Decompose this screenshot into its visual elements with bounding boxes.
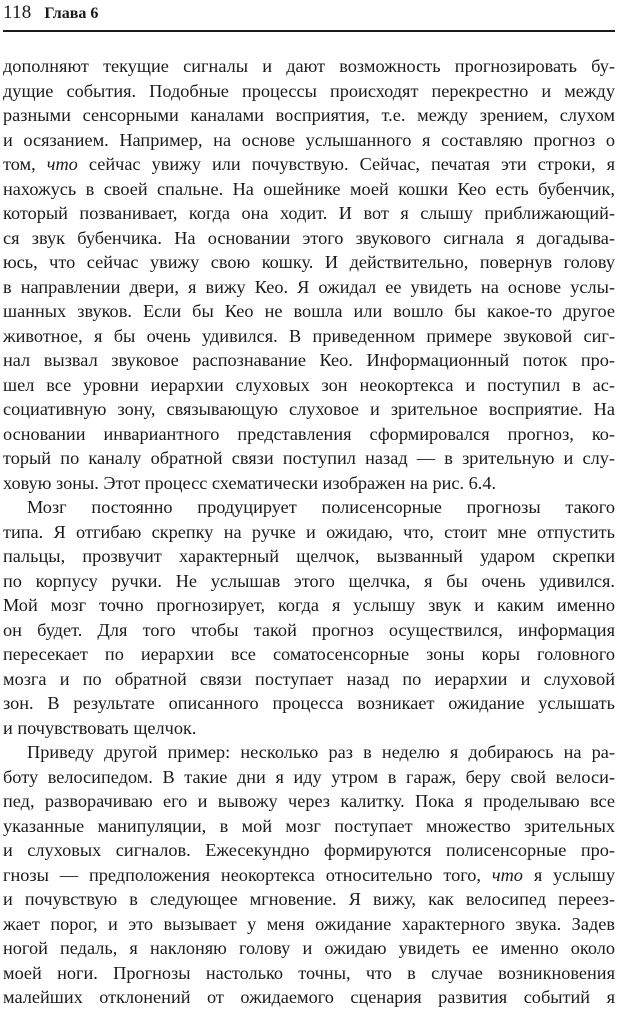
- paragraph: [3, 495, 615, 740]
- text-line: по корпусу ручки. Не услышав этого щелчка, я бы очень удивился.: [3, 570, 615, 591]
- text-line: жает порог, и это вызывает у меня ожидание характерного звука. Задев: [3, 913, 615, 934]
- paragraph: [3, 54, 615, 495]
- text-line: юсь, что сейчас увижу свою кошку. И действительно, повернув голову: [3, 252, 615, 272]
- text-line: и почувствовать щелчок.: [3, 717, 197, 738]
- text-line: нахожусь в своей спальне. На ошейнике моей кошки Кео есть бубенчик,: [3, 178, 615, 199]
- text-line: дополняют текущие сигналы и дают возможность прогнозировать бу-: [3, 56, 615, 76]
- text-line: мозга и по обратной связи поступает назад по иерархии и слуховой: [3, 668, 615, 689]
- text-line: пед, разворачиваю его и вывожу через калитку. Пока я проделываю все: [3, 791, 615, 811]
- text-line: пересекает по иерархии все соматосенсорные зоны коры головного: [3, 644, 615, 664]
- text-line: социативную зону, связывающую слуховое и зрительное восприятие. На: [3, 399, 615, 419]
- text-line: разными сенсорными каналами восприятия, т.е. между зрением, слухом: [3, 105, 615, 125]
- text-line: ся звук бубенчика. На основании этого звукового сигнала я догадыва-: [3, 227, 615, 248]
- text-line: Мой мозг точно прогнозирует, когда я услышу звук и каким именно: [3, 595, 615, 615]
- text-run: гнозы — предположения неокортекса относительно того,: [3, 864, 492, 885]
- text-line: типа. Я отгибаю скрепку на ручке и ожидаю, что, стоит мне отпустить: [3, 521, 615, 542]
- text-line: нал вызвал звуковое распознавание Кео. Информационный поток про-: [3, 350, 615, 370]
- text-line: шанных звуков. Если бы Кео не вошла или вошло бы какое-то другое: [3, 301, 615, 321]
- text-line: указанные манипуляции, в мой мозг поступает множество зрительных: [3, 815, 615, 836]
- text-run: том,: [3, 154, 47, 174]
- emphasized-word: что: [46, 154, 78, 174]
- text-line: он будет. Для того чтобы такой прогноз осуществился, информация: [3, 619, 615, 640]
- text-line: Мозг постоянно продуцирует полисенсорные прогнозы такого: [27, 497, 615, 517]
- text-line: и слуховых сигналов. Ежесекундно формируются полисенсорные про-: [3, 840, 615, 860]
- text-line: и осязанием. Например, на основе услышанного я составляю прогноз о: [3, 129, 615, 150]
- emphasized-word: что: [491, 864, 523, 885]
- text-line: малейших отклонений от ожидаемого сценария развития событий я: [3, 987, 615, 1007]
- text-line: ховую зоны. Этот процесс схематически изображен на рис. 6.4.: [3, 472, 497, 493]
- text-line: Приведу другой пример: несколько раз в неделю я добираюсь на ра-: [27, 742, 615, 762]
- text-line: животное, я бы очень удивился. В приведенном примере звуковой сиг-: [3, 325, 615, 346]
- text-line: [3, 152, 615, 177]
- text-run: я услышу: [522, 864, 615, 885]
- text-line: основании инвариантного представления сформировался прогноз, ко-: [3, 423, 615, 444]
- text-line: ногой педаль, я наклоняю голову и ожидаю увидеть ее именно около: [3, 938, 615, 958]
- text-line: шел все уровни иерархии слуховых зон неокортекса и поступил в ас-: [3, 374, 615, 395]
- chapter-title: Глава 6: [44, 5, 99, 22]
- paragraph: [3, 740, 615, 1010]
- body-text: [3, 54, 615, 1010]
- text-line: [3, 863, 615, 888]
- text-line: боту велосипедом. В такие дни я иду утром в гараж, беру свой велоси-: [3, 766, 615, 787]
- text-line: зон. В результате описанного процесса возникает ожидание услышать: [3, 693, 615, 713]
- text-line: и почувствую в следующее мгновение. Я вижу, как велосипед переез-: [3, 889, 615, 909]
- text-run: сейчас увижу или почувствую. Сейчас, печатая эти строки, я: [77, 154, 615, 174]
- text-line: пальцы, прозвучит характерный щелчок, вызванный ударом скрепки: [3, 546, 615, 566]
- text-line: торый по каналу обратной связи поступил назад — в зрительную и слу-: [3, 448, 615, 468]
- running-head: [3, 0, 615, 32]
- text-line: моей ноги. Прогнозы настолько точны, что в случае возникновения: [3, 962, 615, 983]
- text-line: который позванивает, когда она ходит. И вот я слышу приближающий-: [3, 203, 615, 223]
- page-number: 118: [3, 2, 32, 23]
- text-line: в направлении двери, я вижу Кео. Я ожидал ее увидеть на основе услы-: [3, 276, 615, 297]
- text-line: дущие события. Подобные процессы происходят перекрестно и между: [3, 80, 615, 101]
